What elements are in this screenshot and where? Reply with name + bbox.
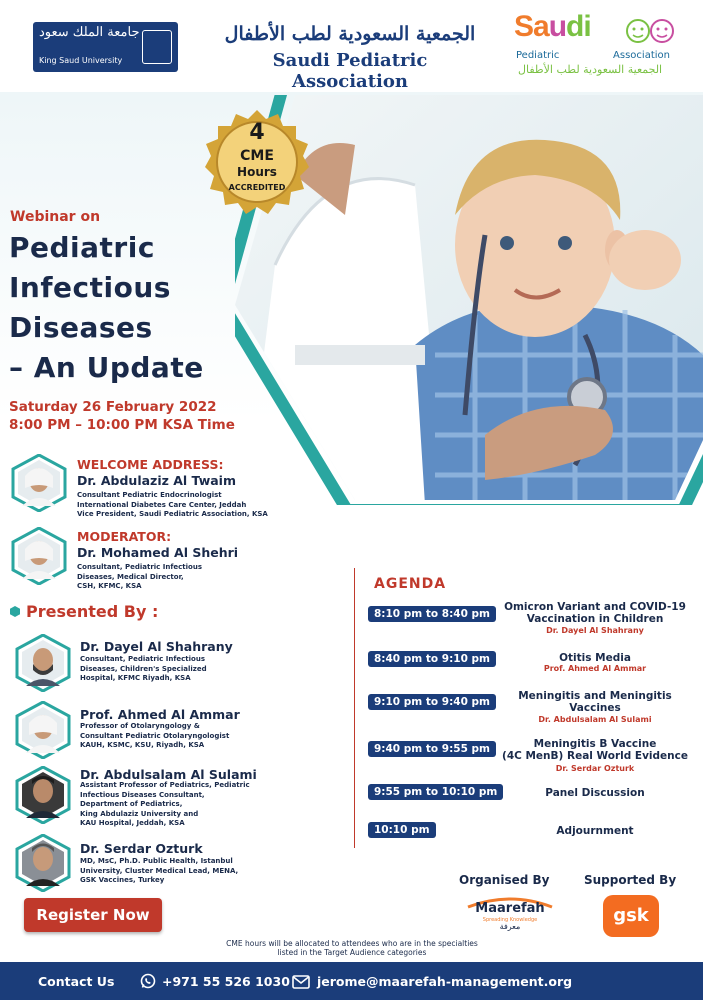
gsk-logo: gsk — [603, 895, 659, 937]
whatsapp-icon — [140, 973, 156, 989]
spa-logo-title-b: u — [548, 10, 567, 43]
maarefah-tagline: Spreading Knowledge — [482, 917, 538, 923]
moderator-desc-line-2: Diseases, Medical Director, — [77, 572, 184, 581]
cme-badge-text — [205, 110, 309, 214]
presented-by-heading — [10, 602, 158, 621]
contact-phone[interactable]: +971 55 526 1030 — [162, 974, 290, 989]
organised-by-label: Organised By — [459, 873, 550, 887]
presenter-3-desc-line-3: Department of Pediatrics, — [80, 800, 183, 808]
event-title-line-4: – An Update — [9, 351, 204, 384]
avatar-presenter-4 — [14, 834, 72, 892]
agenda-topic-3-line-1: Meningitis and Meningitis — [518, 690, 672, 702]
agenda-time-5: 9:55 pm to 10:10 pm — [368, 784, 503, 800]
supported-by-label: Supported By — [584, 873, 677, 887]
agenda-topic-1-line-2: Vaccination in Children — [526, 613, 664, 625]
spa-logo-title-a: Sa — [514, 10, 549, 43]
presenter-4-name: Dr. Serdar Ozturk — [80, 841, 203, 856]
maarefah-logo — [464, 895, 556, 933]
avatar-moderator — [10, 527, 68, 585]
presenter-1-name: Dr. Dayel Al Shahrany — [80, 639, 233, 654]
avatar-welcome — [10, 454, 68, 512]
ksu-logo-arabic: جامعة الملك سعود — [39, 25, 140, 40]
agenda-topic-1-line-1: Omicron Variant and COVID-19 — [504, 601, 686, 613]
spa-name-english: Saudi Pediatric Association — [272, 50, 428, 92]
cme-accredited-label: ACCREDITED — [228, 183, 286, 192]
cme-hours-label: Hours — [237, 165, 277, 179]
moderator-label: MODERATOR: — [77, 529, 172, 544]
agenda-time-2: 8:40 pm to 9:10 pm — [368, 651, 496, 667]
event-time: 8:00 PM – 10:00 PM KSA Time — [9, 417, 235, 433]
presenter-3-desc-line-5: KAU Hospital, Jeddah, KSA — [80, 819, 185, 827]
presenter-1-desc-line-1: Consultant, Pediatric Infectious — [80, 655, 206, 663]
agenda-topic-3-line-2: Vaccines — [569, 702, 621, 714]
agenda-time-4: 9:40 pm to 9:55 pm — [368, 741, 496, 757]
ksu-logo-english: King Saud University — [39, 56, 123, 65]
avatar-presenter-3 — [14, 766, 72, 824]
agenda-topic-5: Panel Discussion — [545, 787, 645, 799]
event-title-line-2: Infectious — [9, 271, 171, 304]
welcome-desc — [77, 491, 268, 520]
presenter-3-desc — [80, 781, 250, 829]
spa-logo-title — [514, 10, 591, 44]
agenda-topic-4-line-2: (4C MenB) Real World Evidence — [502, 750, 688, 762]
presenter-3-desc-line-1: Assistant Professor of Pediatrics, Pediatric — [80, 781, 250, 789]
presenter-1-desc — [80, 655, 207, 684]
agenda-time-6: 10:10 pm — [368, 822, 436, 838]
spa-logo — [514, 10, 684, 82]
spa-logo-arabic: الجمعية السعودية لطب الأطفال — [518, 63, 663, 76]
agenda-topic-6: Adjournment — [556, 825, 634, 837]
cme-hours-number: 4 — [249, 120, 265, 145]
avatar-presenter-2 — [14, 701, 72, 759]
webinar-kicker: Webinar on — [10, 209, 101, 225]
presenter-2-desc-line-3: KAUH, KSMC, KSU, Riyadh, KSA — [80, 741, 205, 749]
ksu-seal-icon — [142, 30, 172, 64]
presenter-4-desc-line-1: MD, MsC, Ph.D. Public Health, Istanbul — [80, 857, 233, 865]
agenda-speaker-1: Dr. Dayel Al Shahrany — [546, 626, 644, 635]
event-title-line-3: Diseases — [9, 311, 153, 344]
maarefah-name: Maarefah — [475, 901, 545, 916]
presenter-4-desc — [80, 857, 238, 886]
presenter-1-desc-line-2: Diseases, Children's Specialized — [80, 664, 207, 673]
presented-by-label: Presented By : — [26, 602, 159, 621]
event-title-line-1: Pediatric — [9, 231, 155, 264]
agenda-title: AGENDA — [374, 576, 447, 592]
cme-note-line-2: listed in the Target Audience categories — [277, 948, 427, 957]
agenda-divider — [354, 568, 355, 848]
agenda-speaker-4: Dr. Serdar Ozturk — [555, 764, 635, 773]
presenter-3-desc-line-2: Infectious Diseases Consultant, — [80, 790, 205, 799]
contact-us-label: Contact Us — [38, 974, 115, 989]
presenter-4-desc-line-3: GSK Vaccines, Turkey — [80, 876, 165, 884]
presenter-3-name: Dr. Abdulsalam Al Sulami — [80, 767, 257, 782]
agenda-topic-3 — [496, 690, 694, 714]
maarefah-arabic: معرفة — [499, 922, 521, 931]
cme-note — [160, 939, 544, 957]
moderator-desc-line-1: Consultant, Pediatric Infectious — [77, 563, 203, 571]
agenda-speaker-3: Dr. Abdulsalam Al Sulami — [538, 715, 652, 724]
welcome-name: Dr. Abdulaziz Al Twaim — [77, 473, 236, 488]
moderator-desc — [77, 563, 202, 592]
presenter-2-desc-line-2: Consultant Pediatric Otolaryngologist — [80, 731, 230, 740]
presenter-4-desc-line-2: University, Cluster Medical Lead, MENA, — [80, 866, 239, 875]
event-date: Saturday 26 February 2022 — [9, 399, 217, 415]
spa-logo-association: Association — [613, 50, 670, 61]
register-now-button[interactable]: Register Now — [24, 898, 162, 932]
presenter-3-desc-line-4: King Abdulaziz University and — [80, 809, 199, 818]
presenter-2-desc-line-1: Professor of Otolaryngology & — [80, 722, 200, 730]
agenda-time-3: 9:10 pm to 9:40 pm — [368, 694, 496, 710]
email-icon — [292, 975, 310, 989]
agenda-topic-1 — [496, 601, 694, 625]
cme-label: CME — [240, 148, 274, 164]
agenda-time-1: 8:10 pm to 8:40 pm — [368, 606, 496, 622]
agenda-topic-4 — [496, 738, 694, 762]
spa-name-arabic: الجمعية السعودية لطب الأطفال — [224, 23, 476, 45]
welcome-label: WELCOME ADDRESS: — [77, 457, 224, 472]
presenter-1-desc-line-3: Hospital, KFMC Riyadh, KSA — [80, 674, 191, 682]
contact-email[interactable]: jerome@maarefah-management.org — [317, 974, 573, 989]
moderator-name: Dr. Mohamed Al Shehri — [77, 545, 239, 560]
spa-logo-pediatric: Pediatric — [516, 50, 560, 61]
welcome-desc-line-3: Vice President, Saudi Pediatric Association, KSA — [77, 510, 268, 518]
hexagon-bullet-icon — [10, 606, 20, 617]
agenda-topic-2: Otitis Media — [559, 652, 631, 664]
ksu-logo — [33, 22, 178, 72]
avatar-presenter-1 — [14, 634, 72, 692]
cme-note-line-1: CME hours will be allocated to attendees who are in the specialties — [226, 939, 478, 948]
presenter-2-desc — [80, 722, 229, 751]
moderator-desc-line-3: CSH, KFMC, KSA — [77, 582, 142, 590]
agenda-topic-4-line-1: Meningitis B Vaccine — [533, 738, 657, 750]
presenter-2-name: Prof. Ahmed Al Ammar — [80, 707, 240, 722]
agenda-speaker-2: Prof. Ahmed Al Ammar — [543, 664, 647, 673]
spa-logo-title-c: di — [566, 10, 591, 43]
spa-faces-icon — [624, 16, 680, 46]
welcome-desc-line-1: Consultant Pediatric Endocrinologist — [77, 491, 222, 499]
welcome-desc-line-2: International Diabetes Care Center, Jeddah — [77, 500, 247, 509]
